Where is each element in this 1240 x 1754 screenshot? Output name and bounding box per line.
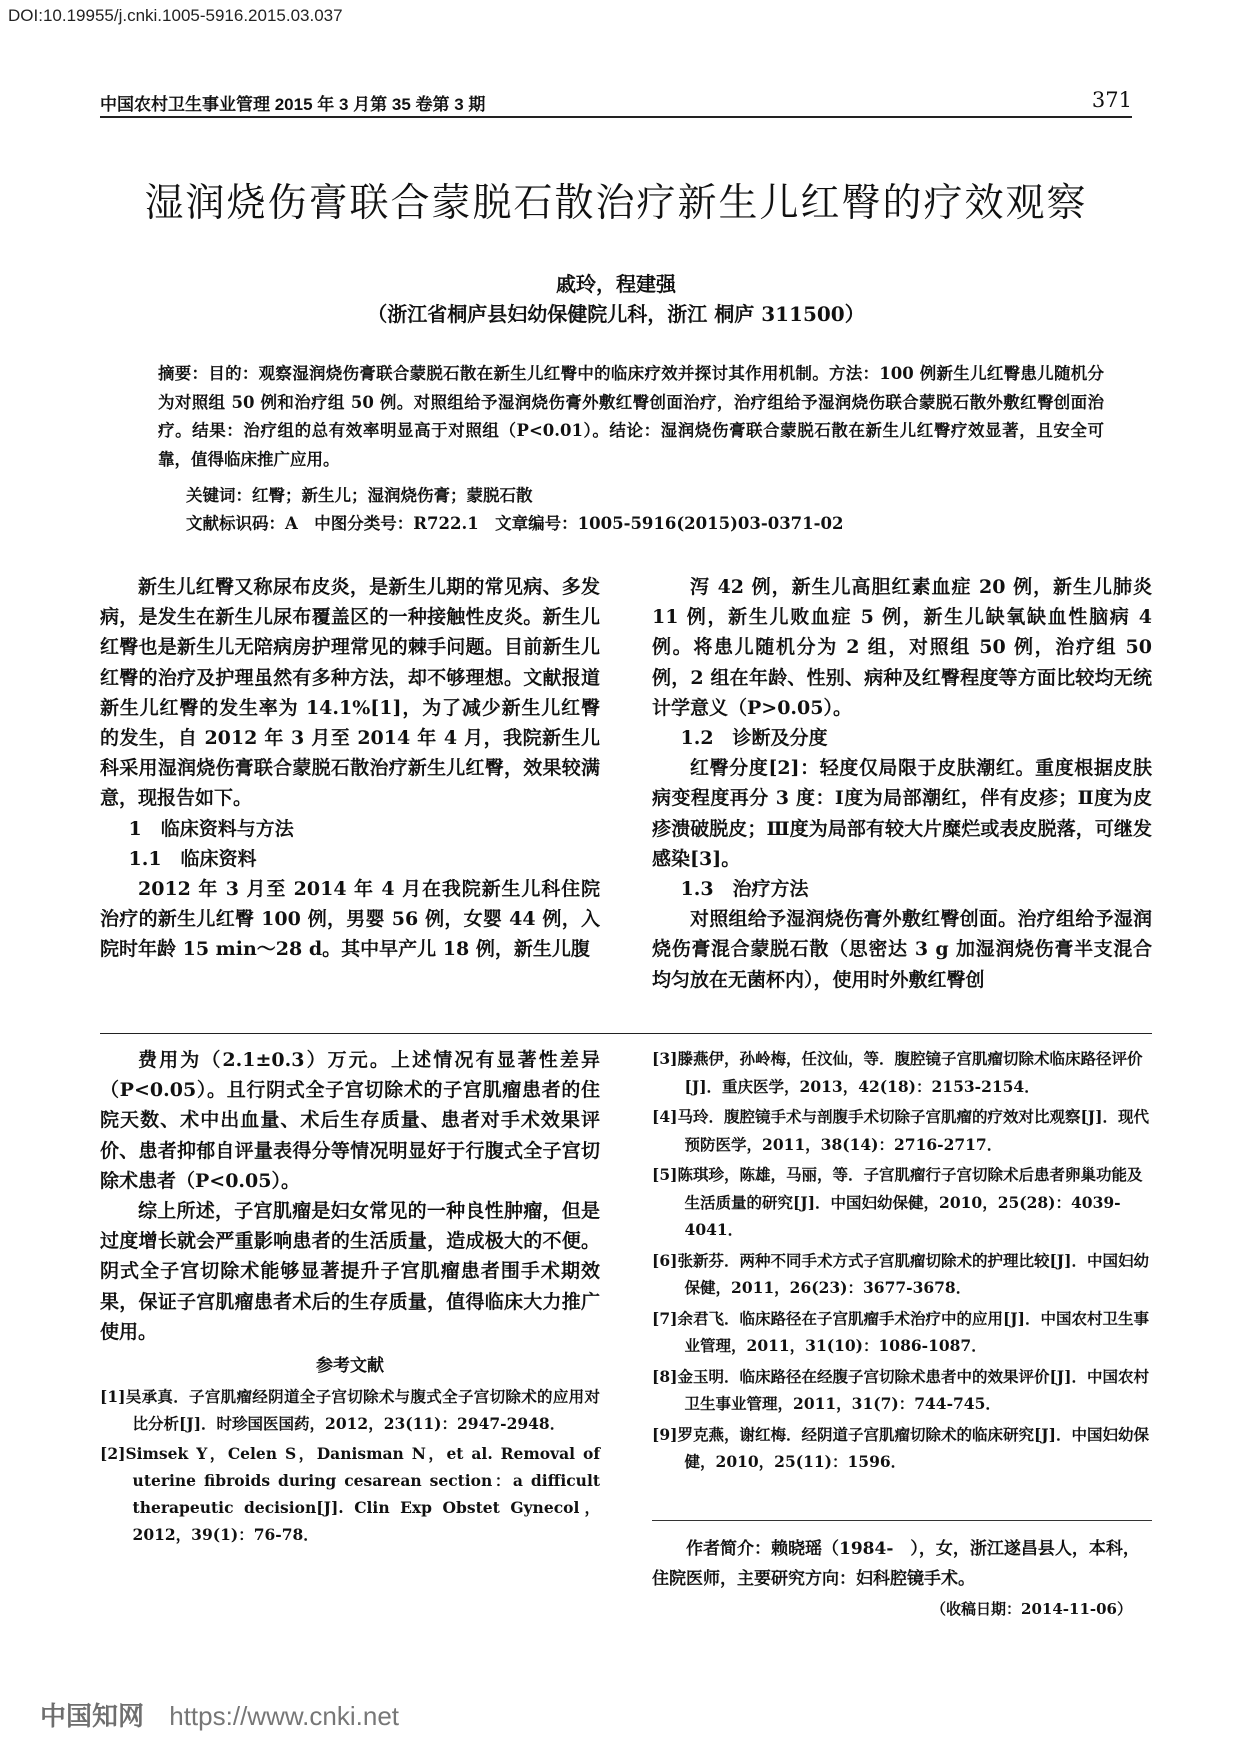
conclusion-paragraph: 综上所述，子宫肌瘤是妇女常见的一种良性肿瘤，但是过度增长就会严重影响患者的生活质量，造成极大的不便。阴式全子宫切除术能够显著提升子宫肌瘤患者围手术期效果，保证子宫肌瘤患者术后的生存质量，值得临床大力推广使用。 bbox=[100, 1200, 600, 1343]
reference-item: [5]陈琪珍，陈雄，马丽，等．子宫肌瘤行子宫切除术后患者卵巢功能及生活质量的研究[J]．中国妇幼保健，2010，25(28)：4039-4041． bbox=[652, 1165, 1143, 1239]
treatment-paragraph: 对照组给予湿润烧伤膏外敷红臀创面。治疗组给予湿润烧伤膏混合蒙脱石散（思密达 3 g 加湿润烧伤膏半支混合均匀放在无菌杯内），使用时外敷红臀创 bbox=[652, 908, 1152, 991]
upper-left-column bbox=[100, 572, 600, 965]
reference-item: [1]吴承真．子宫肌瘤经阴道全子宫切除术与腹式全子宫切除术的应用对比分析[J]．时珍国医国药，2012，23(11)：2947-2948． bbox=[100, 1387, 600, 1434]
section-heading-1-2: 1.2 诊断及分度 bbox=[680, 727, 828, 750]
intro-paragraph: 新生儿红臀又称尿布皮炎，是新生儿期的常见病、多发病，是发生在新生儿尿布覆盖区的一种接触性皮炎。新生儿红臀也是新生儿无陪病房护理常见的棘手问题。目前新生儿红臀的治疗及护理虽然有多种方法，却不够理想。文献报道新生儿红臀的发生率为 14.1%[1]，为了减少新生儿红臀的发生，自 2012 年 3 月至 2014 年 4 月，我院新生儿科采用湿润烧伤膏联合蒙脱石散治疗新生儿红臀，效果较满意，现报告如下。 bbox=[100, 576, 600, 810]
section-heading-1-1: 1.1 临床资料 bbox=[128, 847, 257, 870]
keywords: 关键词：红臀；新生儿；湿润烧伤膏；蒙脱石散 bbox=[186, 486, 533, 505]
previous-article-paragraph: 费用为（2.1±0.3）万元。上述情况有显著性差异（P<0.05）。且行阴式全子宫切除术的子宫肌瘤患者的住院天数、术中出血量、术后生存质量、患者对手术效果评价、患者抑郁自评量表得分等情况明显好于行腹式全子宫切除术患者（P<0.05）。 bbox=[100, 1049, 600, 1192]
article-title: 湿润烧伤膏联合蒙脱石散治疗新生儿红臀的疗效观察 bbox=[144, 182, 1088, 225]
cnki-logo-text: 中国知网 bbox=[40, 1701, 145, 1731]
classification: 文献标识码：A 中图分类号：R722.1 文章编号：1005-5916(2015)03-0371-02 bbox=[186, 514, 844, 533]
lower-left-column bbox=[100, 1045, 600, 1551]
reference-item: [8]金玉明．临床路径在经腹子宫切除术患者中的效果评价[J]．中国农村卫生事业管理，2011，31(7)：744-745． bbox=[652, 1366, 1149, 1413]
bio-divider bbox=[652, 1520, 1152, 1521]
doi-line: DOI:10.19955/j.cnki.1005-5916.2015.03.037 bbox=[8, 6, 343, 25]
references-heading: 参考文献 bbox=[316, 1356, 384, 1377]
page-number: 371 bbox=[1091, 88, 1132, 112]
running-header bbox=[100, 86, 1132, 118]
affiliation: （浙江省桐庐县妇幼保健院儿科，浙江 桐庐 311500） bbox=[367, 302, 865, 326]
clinical-data-continued: 泻 42 例，新生儿高胆红素血症 20 例，新生儿肺炎 11 例，新生儿败血症 5 例，新生儿缺氧缺血性脑病 4 例。将患儿随机分为 2 组，对照组 50 例，治疗组 50 例，2 组在年龄、性别、病种及红臀程度等方面比较均无统计学意义（P>0.05）。 bbox=[652, 576, 1152, 719]
abstract: 摘要：目的：观察湿润烧伤膏联合蒙脱石散在新生儿红臀中的临床疗效并探讨其作用机制。方法：100 例新生儿红臀患儿随机分为对照组 50 例和治疗组 50 例。对照组给予湿润烧伤膏外敷红臀创面治疗，治疗组给予湿润烧伤联合蒙脱石散外敷红臀创面治疗。结果：治疗组的总有效率明显高于对照组（P<0.01）。结论：湿润烧伤膏联合蒙脱石散在新生儿红臀疗效显著，且安全可靠，值得临床推广应用。 bbox=[158, 364, 1104, 469]
reference-item: [9]罗克燕，谢红梅．经阴道子宫肌瘤切除术的临床研究[J]．中国妇幼保健，2010，25(11)：1596． bbox=[652, 1424, 1149, 1471]
footer-watermark bbox=[40, 1696, 399, 1733]
received-date: （收稿日期：2014-11-06） bbox=[931, 1600, 1132, 1618]
lower-right-references bbox=[652, 1045, 1152, 1479]
reference-item: [4]马玲．腹腔镜手术与剖腹手术切除子宫肌瘤的疗效对比观察[J]．现代预防医学，2011，38(14)：2716-2717． bbox=[652, 1107, 1149, 1154]
reference-item: [3]滕燕伊，孙岭梅，任汶仙，等．腹腔镜子宫肌瘤切除术临床路径评价[J]．重庆医学，2013，42(18)：2153-2154． bbox=[652, 1049, 1143, 1096]
reference-item: [2]Simsek Y，Celen S，Danisman N，et al. Removal of uterine fibroids during cesarean section：a difficult therapeutic decision[J]. Clin Exp Obstet Gynecol，2012，39(1)：76-78． bbox=[100, 1444, 600, 1545]
section-heading-1: 1 临床资料与方法 bbox=[128, 817, 294, 840]
authors: 戚玲，程建强 bbox=[556, 272, 676, 296]
journal-info: 中国农村卫生事业管理 2015 年 3 月第 35 卷第 3 期 bbox=[100, 95, 486, 114]
clinical-data-paragraph: 2012 年 3 月至 2014 年 4 月在我院新生儿科住院治疗的新生儿红臀 100 例，男婴 56 例，女婴 44 例，入院时年龄 15 min～28 d。其中早产儿 18 例，新生儿腹 bbox=[100, 878, 600, 961]
author-bio: 作者简介：赖晓瑶（1984- ），女，浙江遂昌县人，本科，住院医师，主要研究方向：妇科腔镜手术。 bbox=[652, 1539, 1140, 1589]
diagnosis-paragraph: 红臀分度[2]：轻度仅局限于皮肤潮红。重度根据皮肤病变程度再分 3 度：Ⅰ度为局部潮红，伴有皮疹；Ⅱ度为皮疹溃破脱皮；Ⅲ度为局部有较大片糜烂或表皮脱落，可继发感染[3]。 bbox=[652, 757, 1152, 870]
section-heading-1-3: 1.3 治疗方法 bbox=[680, 878, 809, 901]
reference-item: [7]余君飞．临床路径在子宫肌瘤手术治疗中的应用[J]．中国农村卫生事业管理，2011，31(10)：1086-1087． bbox=[652, 1308, 1149, 1355]
section-divider bbox=[100, 1033, 1152, 1034]
upper-right-column bbox=[652, 572, 1152, 995]
footer-url[interactable]: https://www.cnki.net bbox=[169, 1701, 400, 1731]
reference-item: [6]张新芬．两种不同手术方式子宫肌瘤切除术的护理比较[J]．中国妇幼保健，2011，26(23)：3677-3678． bbox=[652, 1250, 1149, 1297]
